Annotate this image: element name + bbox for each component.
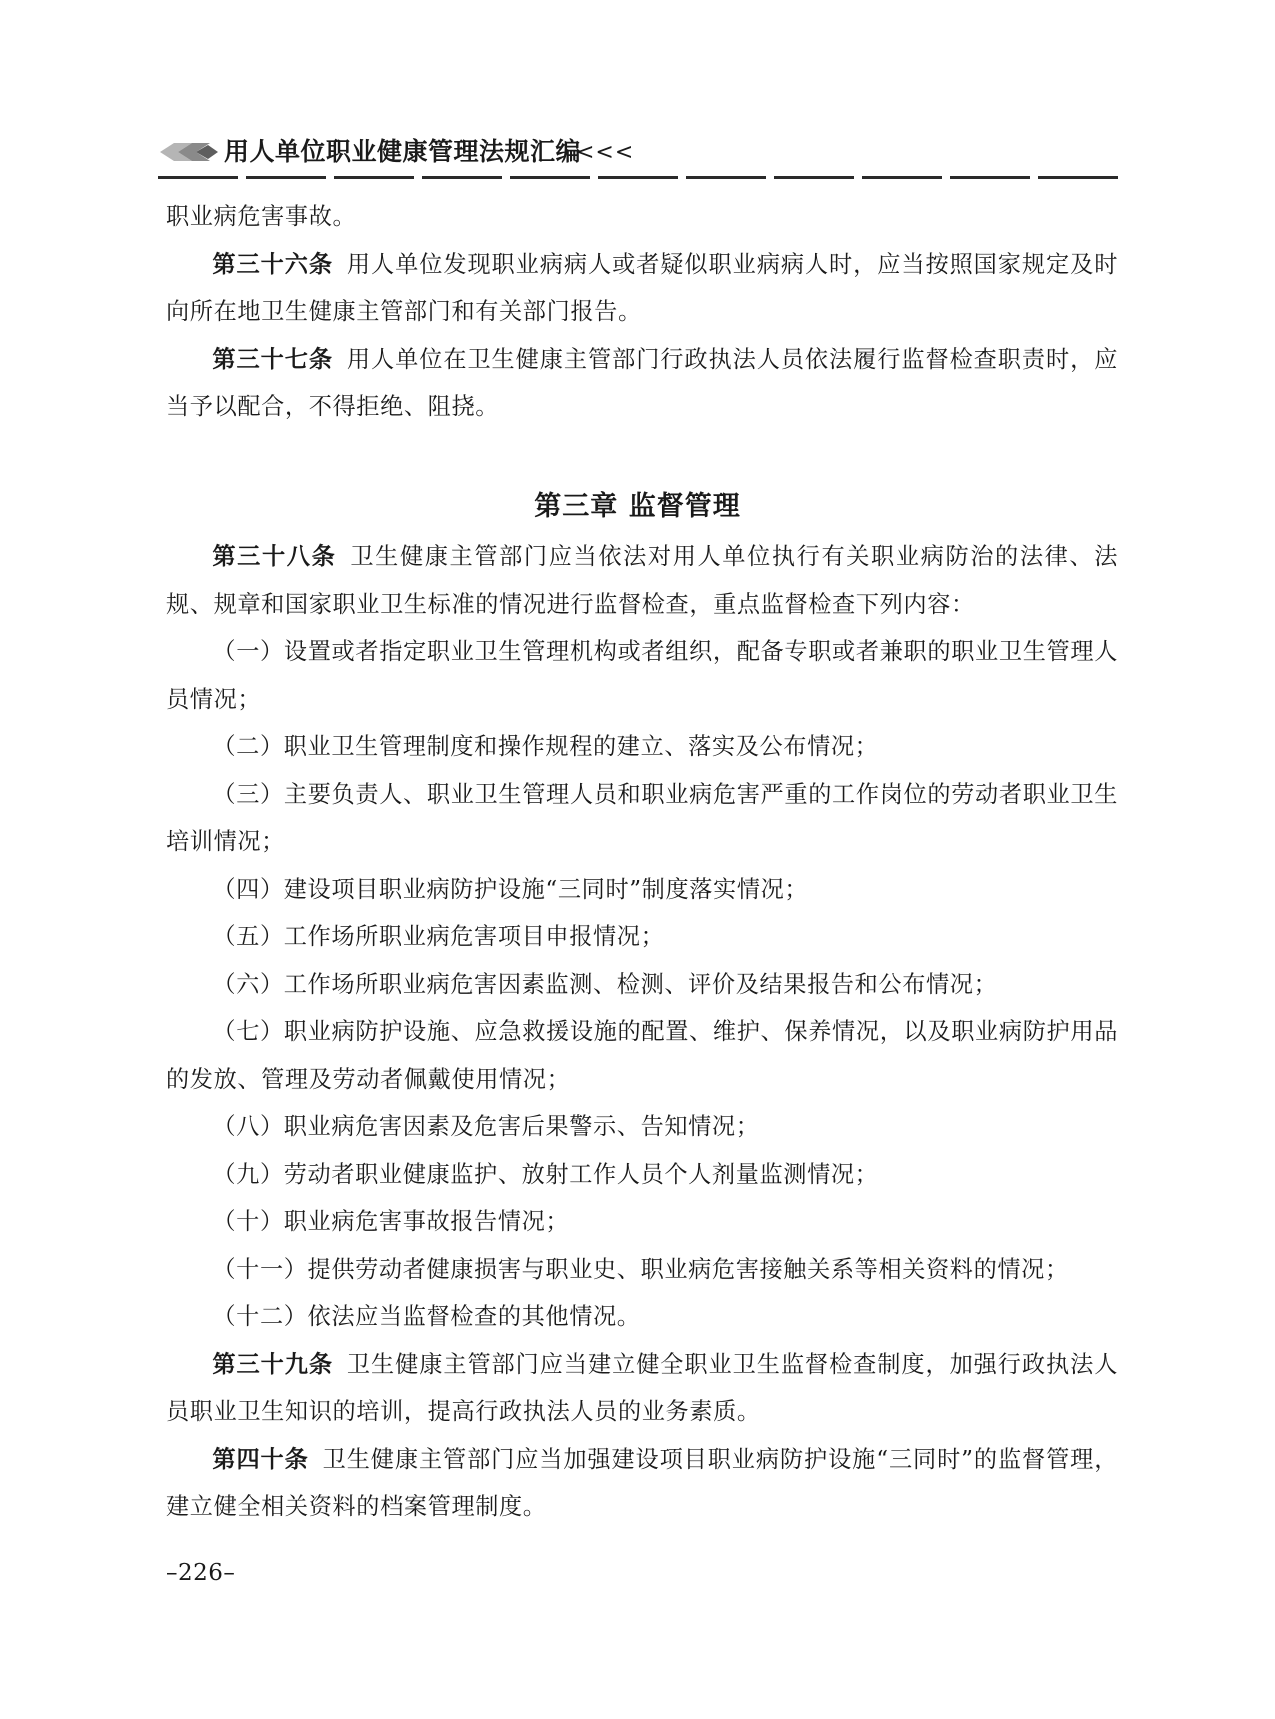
article-text: 用人单位发现职业病病人或者疑似职业病病人时，应当按照国家规定及时向所在地卫生健康主管部门和有关部门报告。	[166, 250, 1118, 325]
page-number: –226–	[166, 1560, 236, 1586]
list-item: （九）劳动者职业健康监护、放射工作人员个人剂量监测情况；	[212, 1160, 879, 1188]
header-rule	[158, 176, 1118, 179]
list-item: （十二）依法应当监督检查的其他情况。	[212, 1303, 641, 1330]
article-number: 第三十六条	[212, 250, 333, 278]
text-block-main	[166, 533, 1118, 1531]
article-number: 第四十条	[212, 1445, 309, 1473]
article-number: 第三十七条	[212, 345, 333, 373]
article-text: 卫生健康主管部门应当建立健全职业卫生监督检查制度，加强行政执法人员职业卫生知识的培训，提高行政执法人员的业务素质。	[166, 1350, 1118, 1425]
article-text: 卫生健康主管部门应当加强建设项目职业病防护设施“三同时”的监督管理，建立健全相关资料的档案管理制度。	[166, 1445, 1119, 1520]
article-37	[166, 336, 1118, 431]
text-block-top	[166, 193, 1118, 431]
list-item: （三）主要负责人、职业卫生管理人员和职业病危害严重的工作岗位的劳动者职业卫生培训情况；	[166, 780, 1118, 855]
article-text: 卫生健康主管部门应当依法对用人单位执行有关职业病防治的法律、法规、规章和国家职业卫生标准的情况进行监督检查，重点监督检查下列内容：	[166, 543, 1118, 618]
running-header	[158, 136, 1118, 172]
article-40	[166, 1436, 1118, 1531]
article-39	[166, 1341, 1118, 1436]
list-item: （一）设置或者指定职业卫生管理机构或者组织，配备专职或者兼职的职业卫生管理人员情况；	[166, 638, 1118, 713]
list-item: （八）职业病危害因素及危害后果警示、告知情况；	[212, 1113, 760, 1140]
header-arrows: <<<	[576, 140, 635, 165]
article-number: 第三十八条	[212, 543, 337, 570]
article-text: 用人单位在卫生健康主管部门行政执法人员依法履行监督检查职责时，应当予以配合，不得拒绝、阻挠。	[166, 345, 1118, 420]
double-arrow-logo-icon	[158, 140, 220, 164]
list-item: （五）工作场所职业病危害项目申报情况；	[212, 923, 665, 950]
list-item: （四）建设项目职业病防护设施“三同时”制度落实情况；	[212, 875, 809, 903]
article-36	[166, 241, 1118, 336]
list-item: （十一）提供劳动者健康损害与职业史、职业病危害接触关系等相关资料的情况；	[212, 1255, 1069, 1283]
article-number: 第三十九条	[212, 1350, 333, 1378]
list-item: （十）职业病危害事故报告情况；	[212, 1208, 570, 1235]
list-item: （六）工作场所职业病危害因素监测、检测、评价及结果报告和公布情况；	[212, 970, 998, 998]
list-item: （七）职业病防护设施、应急救援设施的配置、维护、保养情况，以及职业病防护用品的发放、管理及劳动者佩戴使用情况；	[166, 1018, 1118, 1093]
paragraph-continuation: 职业病危害事故。	[166, 203, 357, 230]
header-title: 用人单位职业健康管理法规汇编	[224, 137, 582, 166]
article-38	[166, 533, 1118, 628]
list-item: （二）职业卫生管理制度和操作规程的建立、落实及公布情况；	[212, 733, 879, 760]
chapter-heading: 第三章 监督管理	[534, 491, 741, 522]
